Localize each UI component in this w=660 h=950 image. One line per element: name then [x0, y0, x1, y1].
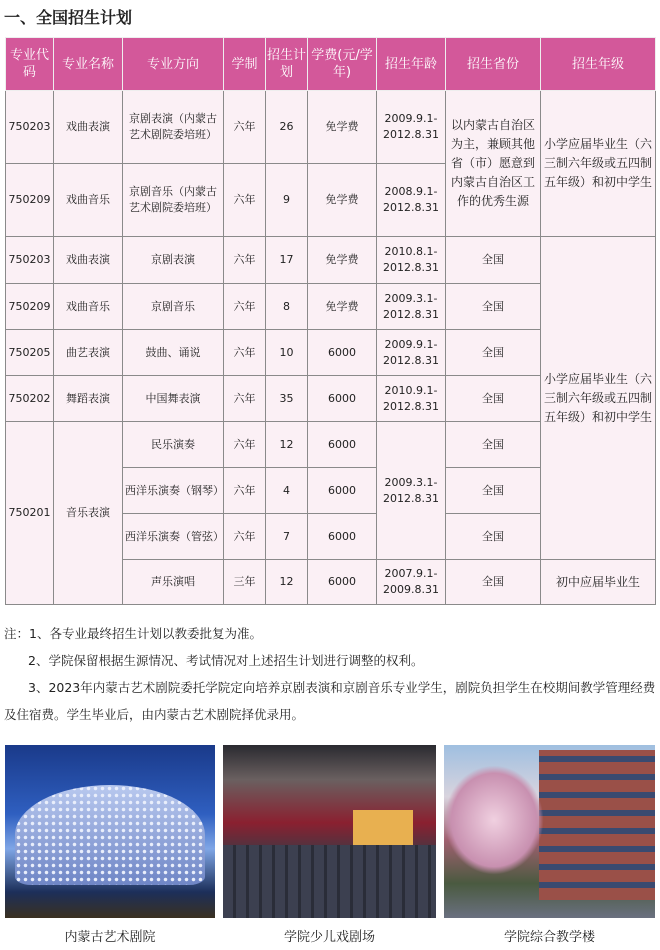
header-cell: 专业方向	[123, 38, 224, 91]
cell-province: 全国	[446, 468, 541, 514]
header-cell: 招生年级	[541, 38, 656, 91]
cell-code: 750203	[6, 237, 54, 284]
cell-years: 六年	[224, 237, 266, 284]
cell-direction: 西洋乐演奏（管弦）	[123, 514, 224, 560]
cell-name: 曲艺表演	[54, 330, 123, 376]
cell-name: 音乐表演	[54, 422, 123, 605]
cell-age: 2009.3.1-2012.8.31	[377, 284, 446, 330]
note-2: 2、学院保留根据生源情况、考试情况对上述招生计划进行调整的权利。	[28, 653, 424, 668]
cell-fee: 6000	[308, 330, 377, 376]
caption-children-theatre: 学院少儿戏剧场	[283, 930, 375, 945]
cell-fee: 6000	[308, 422, 377, 468]
cell-direction: 民乐演奏	[123, 422, 224, 468]
cell-fee: 免学费	[308, 237, 377, 284]
cell-province: 全国	[446, 422, 541, 468]
cell-age: 2009.3.1-2012.8.31	[377, 422, 446, 560]
cell-fee: 免学费	[308, 91, 377, 164]
cell-fee: 6000	[308, 560, 377, 605]
cell-plan: 35	[266, 376, 308, 422]
table-header	[6, 38, 656, 91]
cell-age: 2008.9.1-2012.8.31	[377, 164, 446, 237]
cell-age: 2010.8.1-2012.8.31	[377, 237, 446, 284]
photo-teaching-building	[444, 745, 655, 918]
cell-years: 三年	[224, 560, 266, 605]
cell-plan: 12	[266, 422, 308, 468]
cell-code: 750209	[6, 164, 54, 237]
photo-art-theatre	[5, 745, 215, 918]
header-cell: 专业名称	[54, 38, 123, 91]
photo-children-theatre	[223, 745, 436, 918]
cell-direction: 中国舞表演	[123, 376, 224, 422]
cell-plan: 8	[266, 284, 308, 330]
cell-years: 六年	[224, 91, 266, 164]
cell-name: 戏曲表演	[54, 91, 123, 164]
cell-direction: 西洋乐演奏（钢琴）	[123, 468, 224, 514]
enrollment-table	[5, 37, 656, 605]
cell-grade: 初中应届毕业生	[541, 560, 656, 605]
cell-direction: 京剧表演	[123, 237, 224, 284]
cell-province: 以内蒙古自治区为主，兼顾其他省（市）愿意到内蒙古自治区工作的优秀生源	[446, 91, 541, 237]
cell-province: 全国	[446, 376, 541, 422]
cell-years: 六年	[224, 514, 266, 560]
header-cell: 专业代码	[6, 38, 54, 91]
cell-age: 2009.9.1-2012.8.31	[377, 330, 446, 376]
cell-direction: 京剧表演（内蒙古艺术剧院委培班）	[123, 91, 224, 164]
cell-direction: 京剧音乐	[123, 284, 224, 330]
cell-age: 2009.9.1-2012.8.31	[377, 91, 446, 164]
note-3: 3、2023年内蒙古艺术剧院委托学院定向培养京剧表演和京剧音乐专业学生，剧院负担学生在校期间教学管理经费及住宿费。学生毕业后，由内蒙古艺术剧院择优录用。	[4, 680, 656, 722]
cell-code: 750205	[6, 330, 54, 376]
cell-fee: 6000	[308, 468, 377, 514]
cell-province: 全国	[446, 284, 541, 330]
cell-province: 全国	[446, 514, 541, 560]
cell-years: 六年	[224, 422, 266, 468]
cell-province: 全国	[446, 237, 541, 284]
cell-direction: 鼓曲、诵说	[123, 330, 224, 376]
cell-code: 750209	[6, 284, 54, 330]
cell-plan: 7	[266, 514, 308, 560]
cell-age: 2007.9.1-2009.8.31	[377, 560, 446, 605]
cell-years: 六年	[224, 376, 266, 422]
cell-years: 六年	[224, 330, 266, 376]
cell-plan: 10	[266, 330, 308, 376]
cell-fee: 免学费	[308, 284, 377, 330]
cell-province: 全国	[446, 330, 541, 376]
cell-province: 全国	[446, 560, 541, 605]
cell-plan: 9	[266, 164, 308, 237]
cell-name: 舞蹈表演	[54, 376, 123, 422]
cell-code: 750201	[6, 422, 54, 605]
header-cell: 招生计划	[266, 38, 308, 91]
table-row	[6, 91, 656, 164]
cell-fee: 免学费	[308, 164, 377, 237]
note-1: 注：1、各专业最终招生计划以教委批复为准。	[4, 626, 262, 641]
section-title: 一、全国招生计划	[4, 8, 133, 27]
cell-code: 750203	[6, 91, 54, 164]
cell-code: 750202	[6, 376, 54, 422]
caption-teaching-building: 学院综合教学楼	[503, 930, 595, 945]
cell-plan: 12	[266, 560, 308, 605]
table-row	[6, 237, 656, 284]
header-cell: 学费(元/学年)	[308, 38, 377, 91]
cell-grade: 小学应届毕业生（六三制六年级或五四制五年级）和初中学生	[541, 91, 656, 237]
cell-direction: 京剧音乐（内蒙古艺术剧院委培班）	[123, 164, 224, 237]
cell-grade: 小学应届毕业生（六三制六年级或五四制五年级）和初中学生	[541, 237, 656, 560]
header-cell: 招生省份	[446, 38, 541, 91]
cell-fee: 6000	[308, 376, 377, 422]
cell-years: 六年	[224, 164, 266, 237]
cell-age: 2010.9.1-2012.8.31	[377, 376, 446, 422]
cell-plan: 4	[266, 468, 308, 514]
cell-name: 戏曲音乐	[54, 284, 123, 330]
caption-art-theatre: 内蒙古艺术剧院	[64, 930, 156, 945]
cell-name: 戏曲表演	[54, 237, 123, 284]
header-cell: 学制	[224, 38, 266, 91]
cell-plan: 26	[266, 91, 308, 164]
cell-years: 六年	[224, 284, 266, 330]
cell-years: 六年	[224, 468, 266, 514]
cell-direction: 声乐演唱	[123, 560, 224, 605]
cell-name: 戏曲音乐	[54, 164, 123, 237]
cell-fee: 6000	[308, 514, 377, 560]
notes	[4, 620, 656, 728]
header-cell: 招生年龄	[377, 38, 446, 91]
cell-plan: 17	[266, 237, 308, 284]
